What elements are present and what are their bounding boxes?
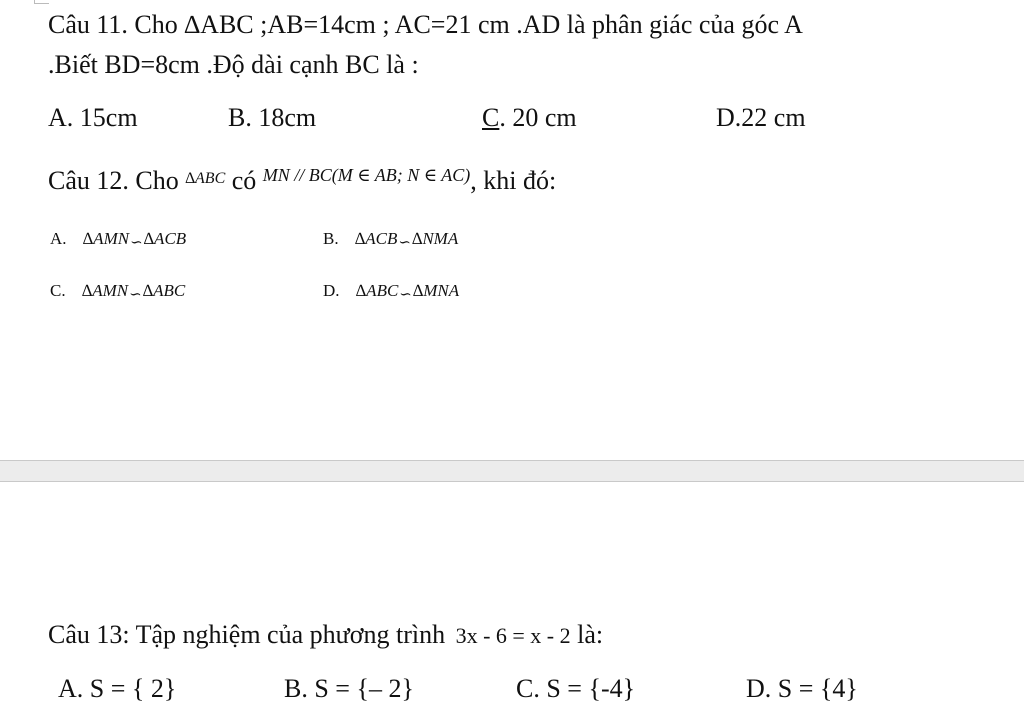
- similar-symbol: ∽: [130, 235, 143, 251]
- q12-option-c-label: C.: [50, 281, 66, 300]
- q12-triangle: ∆ABC: [185, 170, 226, 187]
- q12-option-d: [323, 281, 459, 302]
- question-13-prompt: [48, 620, 603, 651]
- q12-option-d-right: ∆MNA: [412, 281, 460, 300]
- q12-option-c: [50, 281, 185, 302]
- question-11-line-1: Câu 11. Cho ∆ABC ;AB=14cm ; AC=21 cm .AD là phân giác của góc A: [48, 10, 803, 39]
- q12-option-a-left: ∆AMN: [82, 229, 130, 248]
- q12-option-a-right: ∆ACB: [143, 229, 187, 248]
- q11-option-b: B. 18cm: [228, 103, 317, 132]
- q13-option-c: C. S = {-4}: [516, 674, 636, 703]
- similar-symbol: ∽: [129, 287, 142, 303]
- q12-option-b: [323, 229, 458, 250]
- similar-symbol: ∽: [398, 235, 411, 251]
- q11-option-c-letter: C: [482, 103, 500, 132]
- q11-option-d: D.22 cm: [716, 103, 806, 132]
- q13-equation: 3x - 6 = x - 2: [455, 623, 571, 648]
- q12-suffix: , khi đó:: [470, 166, 557, 195]
- q13-option-b: B. S = {– 2}: [284, 674, 414, 703]
- q13-suffix: là:: [577, 620, 604, 649]
- similar-symbol: ∽: [399, 287, 412, 303]
- q13-option-d: D. S = {4}: [746, 674, 858, 703]
- page-corner-mark: [34, 0, 49, 4]
- q11-option-c-text: . 20 cm: [499, 103, 577, 132]
- q12-option-d-label: D.: [323, 281, 340, 300]
- question-11-line-2: .Biết BD=8cm .Độ dài cạnh BC là :: [48, 50, 419, 79]
- q12-co: có: [231, 166, 257, 195]
- q12-option-d-left: ∆ABC: [355, 281, 399, 300]
- q12-option-c-right: ∆ABC: [142, 281, 186, 300]
- q12-option-a: [50, 229, 186, 250]
- q12-option-b-left: ∆ACB: [354, 229, 398, 248]
- q12-option-b-label: B.: [323, 229, 339, 248]
- q11-option-c: [482, 103, 577, 133]
- q13-prefix: Câu 13: Tập nghiệm của phương trình: [48, 620, 446, 649]
- q13-option-a: A. S = { 2}: [58, 674, 177, 703]
- q12-option-c-left: ∆AMN: [81, 281, 129, 300]
- page-separator: [0, 460, 1024, 482]
- q12-option-a-label: A.: [50, 229, 67, 248]
- q11-option-a: A. 15cm: [48, 103, 138, 132]
- q12-option-b-right: ∆NMA: [411, 229, 459, 248]
- q12-prefix: Câu 12. Cho: [48, 166, 179, 195]
- q12-condition: MN // BC(M ∈ AB; N ∈ AC): [262, 165, 471, 185]
- question-12-prompt: [48, 166, 556, 200]
